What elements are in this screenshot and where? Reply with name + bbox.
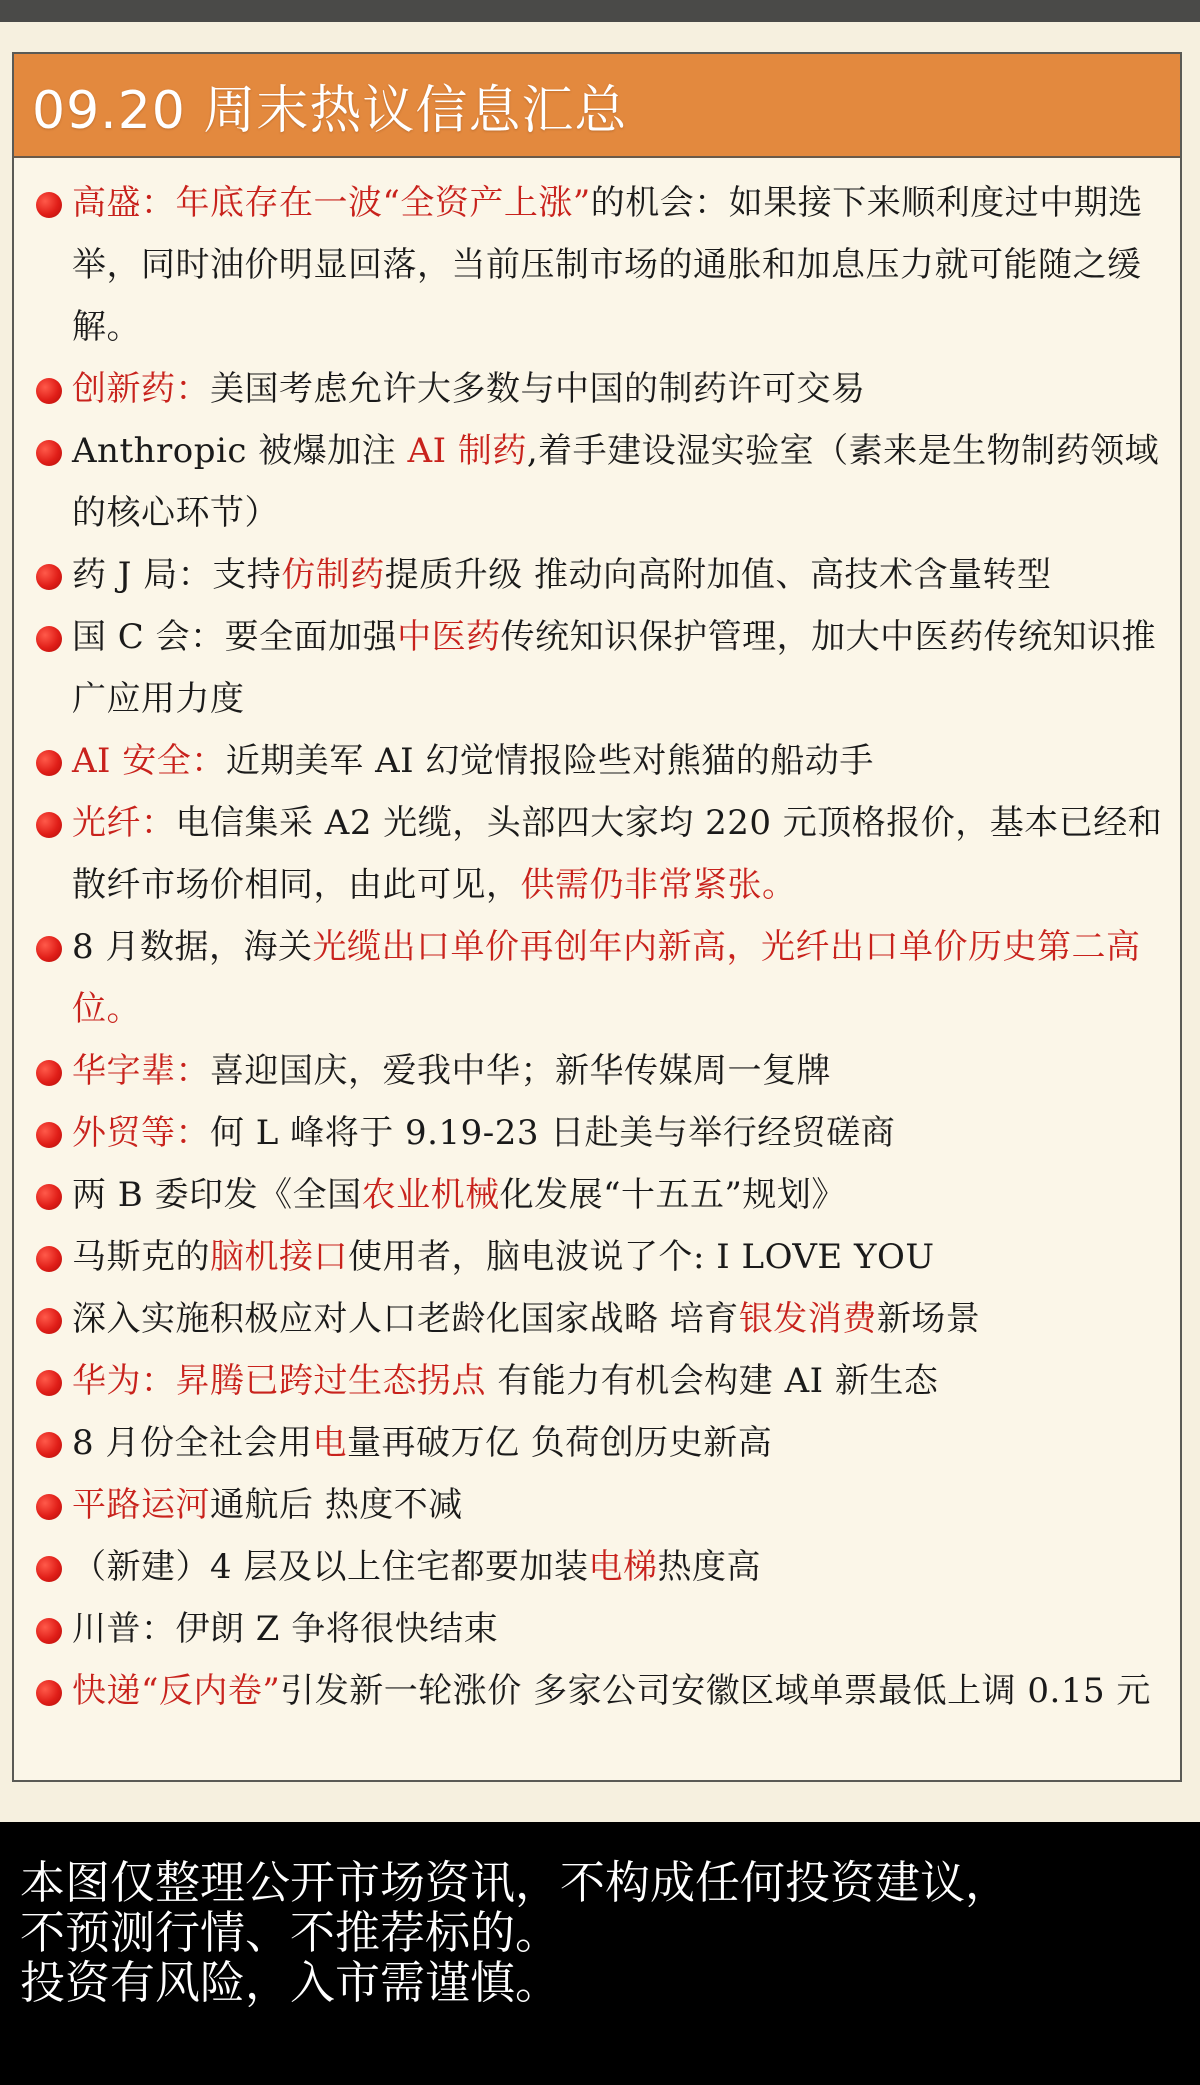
item-text: 化发展“十五五”规划》: [499, 1175, 846, 1215]
item-text: 电信集采 A2 光缆，头部四大家均 220 元顶格报价，基本已经和散纤市场价相同，由此可见，: [72, 803, 1163, 905]
item-text: 热度高: [657, 1547, 761, 1587]
news-item: [14, 1412, 1180, 1474]
highlight-text: 外贸等：: [72, 1113, 210, 1153]
item-text: 新场景: [876, 1299, 981, 1339]
highlight-text: 供需仍非常紧张。: [520, 865, 797, 905]
news-item: [14, 1350, 1180, 1412]
disclaimer: [20, 1858, 1185, 2008]
highlight-text: 光纤：: [72, 803, 176, 843]
item-text: 马斯克的: [72, 1237, 210, 1277]
news-item: [14, 1226, 1180, 1288]
highlight-text: 华字辈：: [72, 1051, 210, 1091]
highlight-text: AI 安全：: [72, 741, 226, 781]
news-item: [14, 358, 1180, 420]
item-text: 喜迎国庆，爱我中华；新华传媒周一复牌: [210, 1051, 831, 1091]
title-bar: [14, 54, 1180, 158]
red-dot-icon: [36, 1370, 62, 1396]
news-item: [14, 1040, 1180, 1102]
red-dot-icon: [36, 626, 62, 652]
news-item: [14, 1164, 1180, 1226]
news-item: [14, 916, 1180, 1040]
red-dot-icon: [36, 936, 62, 962]
news-item: [14, 172, 1180, 358]
item-text: 川普：伊朗 Z 争将很快结束: [72, 1609, 499, 1649]
news-item: [14, 606, 1180, 730]
highlight-text: 快递“反内卷”: [72, 1671, 281, 1711]
red-dot-icon: [36, 1494, 62, 1520]
item-text: （新建）4 层及以上住宅都要加装: [72, 1547, 589, 1587]
page-title: 09.20 周末热议信息汇总: [32, 80, 628, 141]
disclaimer-line: 投资有风险，入市需谨慎。: [20, 1956, 561, 2009]
red-dot-icon: [36, 1246, 62, 1272]
red-dot-icon: [36, 564, 62, 590]
item-text: 传统知识保护管理，加大中医药传统知识推广应用力度: [72, 617, 1157, 719]
item-text: 深入实施积极应对人口老龄化国家战略 培育: [72, 1299, 739, 1339]
red-dot-icon: [36, 192, 62, 218]
news-item: [14, 1474, 1180, 1536]
item-text: 通航后 热度不减: [210, 1485, 463, 1525]
item-text: 引发新一轮涨价 多家公司安徽区域单票最低上调 0.15 元: [280, 1671, 1151, 1711]
red-dot-icon: [36, 1432, 62, 1458]
top-strip: [0, 0, 1200, 22]
item-text: 有能力有机会构建 AI 新生态: [486, 1361, 939, 1401]
red-dot-icon: [36, 378, 62, 404]
highlight-text: 华为：昇腾已跨过生态拐点: [72, 1361, 486, 1401]
highlight-text: 农业机械: [361, 1175, 500, 1215]
item-text: 近期美军 AI 幻觉情报险些对熊猫的船动手: [225, 741, 874, 781]
news-item: [14, 544, 1180, 606]
red-dot-icon: [36, 1122, 62, 1148]
highlight-text: 高盛：年底存在一波“全资产上涨”: [72, 183, 591, 223]
red-dot-icon: [36, 1680, 62, 1706]
item-text: 美国考虑允许大多数与中国的制药许可交易: [210, 369, 866, 409]
highlight-text: AI 制药: [407, 431, 527, 471]
item-text: 国 C 会：要全面加强: [72, 617, 398, 657]
highlight-text: 电: [312, 1423, 347, 1463]
red-dot-icon: [36, 1184, 62, 1210]
highlight-text: 脑机接口: [210, 1237, 348, 1277]
item-text: 8 月份全社会用: [72, 1423, 313, 1463]
news-item: [14, 730, 1180, 792]
highlight-text: 平路运河: [72, 1485, 210, 1525]
item-text: ,着手建设湿实验室（素来是生物制药领域的核心环节）: [72, 431, 1160, 533]
news-item: [14, 1288, 1180, 1350]
highlight-text: 中医药: [397, 617, 501, 657]
red-dot-icon: [36, 1556, 62, 1582]
news-item: [14, 1660, 1180, 1722]
item-text: 提质升级 推动向高附加值、高技术含量转型: [384, 555, 1052, 595]
news-item: [14, 792, 1180, 916]
highlight-text: 银发消费: [738, 1299, 877, 1339]
red-dot-icon: [36, 440, 62, 466]
red-dot-icon: [36, 1618, 62, 1644]
highlight-text: 创新药：: [72, 369, 210, 409]
disclaimer-line: 不预测行情、不推荐标的。: [20, 1906, 561, 1959]
item-text: 量再破万亿 负荷创历史新高: [346, 1423, 773, 1463]
item-text: 8 月数据，海关: [72, 927, 313, 967]
red-dot-icon: [36, 812, 62, 838]
news-item: [14, 420, 1180, 544]
red-dot-icon: [36, 1308, 62, 1334]
item-text: 使用者，脑电波说了个: I LOVE YOU: [348, 1237, 935, 1277]
item-text: 药 J 局：支持: [72, 555, 282, 595]
item-text: 两 B 委印发《全国: [72, 1175, 362, 1215]
red-dot-icon: [36, 750, 62, 776]
red-dot-icon: [36, 1060, 62, 1086]
info-card: [12, 52, 1182, 1782]
item-text: Anthropic 被爆加注: [72, 431, 408, 471]
news-item: [14, 1102, 1180, 1164]
news-item: [14, 1536, 1180, 1598]
news-list: [14, 158, 1180, 1722]
item-text: 的机会：如果接下来顺利度过中期选举，同时油价明显回落，当前压制市场的通胀和加息压力就可能随之缓解。: [72, 183, 1143, 347]
highlight-text: 电梯: [588, 1547, 658, 1587]
highlight-text: 仿制药: [281, 555, 385, 595]
item-text: 何 L 峰将于 9.19-23 日赴美与举行经贸磋商: [210, 1113, 896, 1153]
news-item: [14, 1598, 1180, 1660]
highlight-text: 光缆出口单价再创年内新高，光纤出口单价历史第二高位。: [72, 927, 1141, 1029]
disclaimer-line: 本图仅整理公开市场资讯，不构成任何投资建议，: [20, 1856, 1011, 1909]
